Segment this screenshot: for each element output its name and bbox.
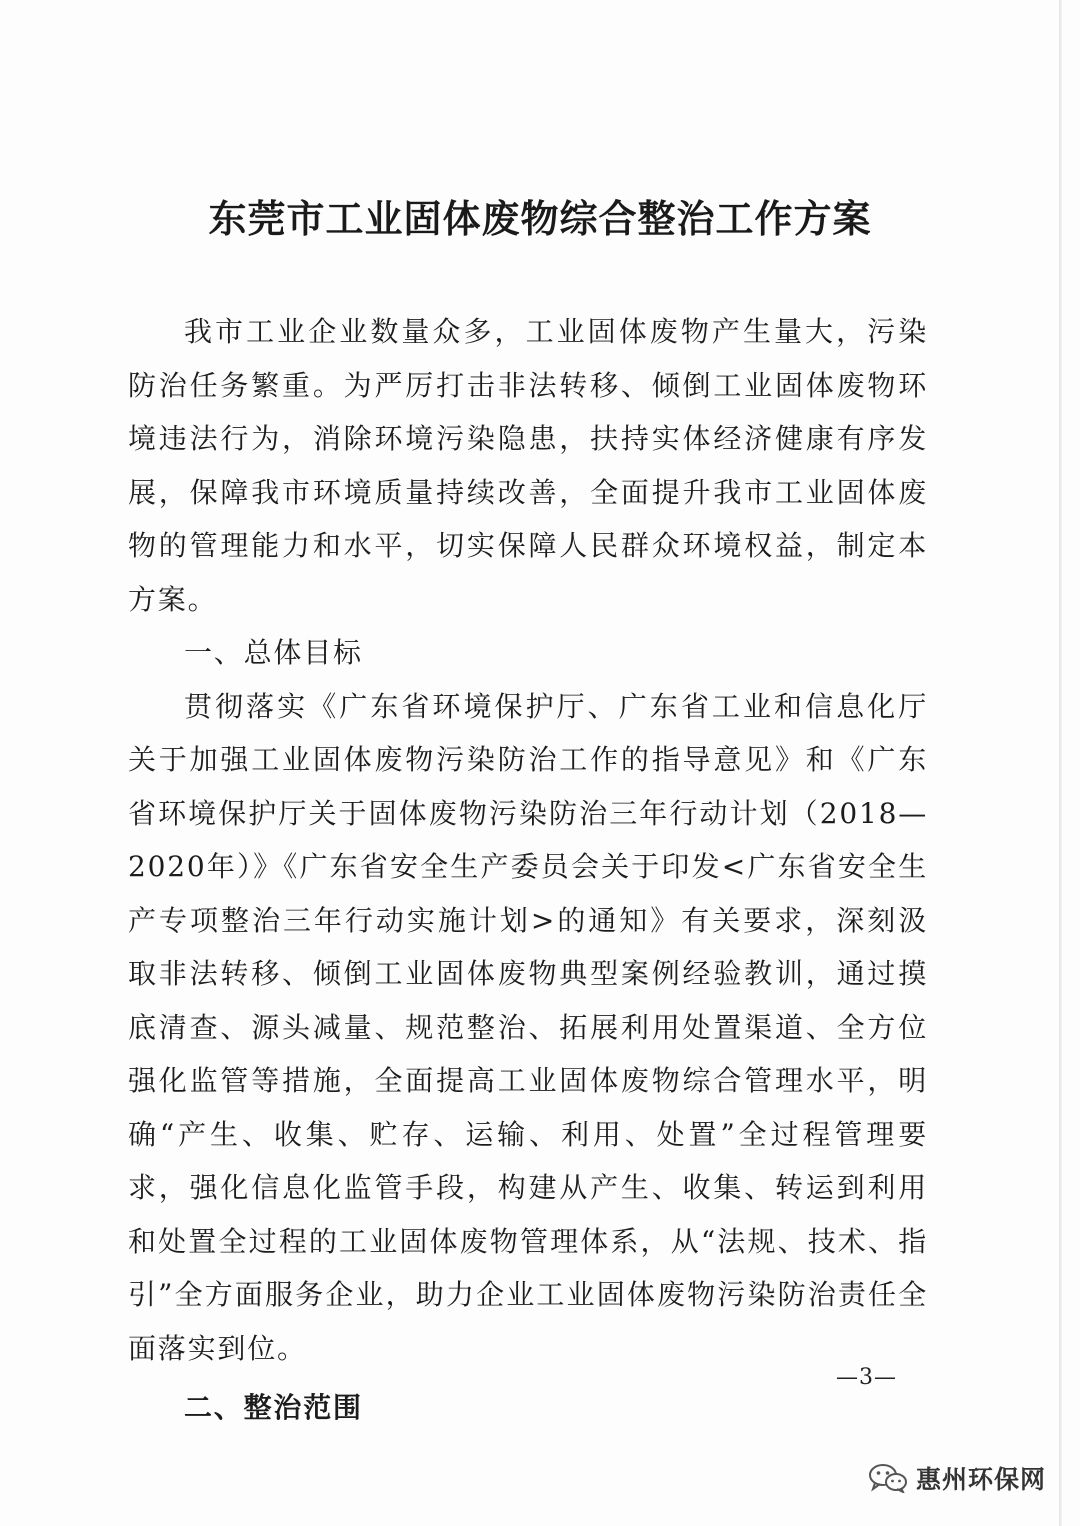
wechat-icon	[868, 1463, 908, 1493]
document-body	[128, 305, 928, 1435]
page-number: —3—	[836, 1365, 897, 1390]
document-title: 东莞市工业固体废物综合整治工作方案	[208, 196, 872, 241]
section-heading-general-goal: 一、总体目标	[184, 636, 363, 669]
section-heading-scope: 二、整治范围	[184, 1391, 363, 1424]
watermark	[868, 1460, 1046, 1496]
intro-paragraph: 我市工业企业数量众多，工业固体废物产生量大，污染防治任务繁重。为严厉打击非法转移、倾倒工业固体废物环境违法行为，消除环境污染隐患，扶持实体经济健康有序发展，保障我市环境质量持续改善，全面提升我市工业固体废物的管理能力和水平，切实保障人民群众环境权益，制定本方案。	[128, 315, 928, 616]
general-goal-paragraph: 贯彻落实《广东省环境保护厅、广东省工业和信息化厅关于加强工业固体废物污染防治工作的指导意见》和《广东省环境保护厅关于固体废物污染防治三年行动计划（2018—2020年）》《广东省安全生产委员会关于印发<广东省安全生产专项整治三年行动实施计划>的通知》有关要求，深刻汲取非法转移、倾倒工业固体废物典型案例经验教训，通过摸底清查、源头减量、规范整治、拓展利用处置渠道、全方位强化监管等措施，全面提高工业固体废物综合管理水平，明确“产生、收集、贮存、运输、利用、处置”全过程管理要求，强化信息化监管手段，构建从产生、收集、转运到利用和处置全过程的工业固体废物管理体系，从“法规、技术、指引”全方面服务企业，助力企业工业固体废物污染防治责任全面落实到位。	[128, 689, 928, 1365]
watermark-text: 惠州环保网	[916, 1465, 1047, 1494]
